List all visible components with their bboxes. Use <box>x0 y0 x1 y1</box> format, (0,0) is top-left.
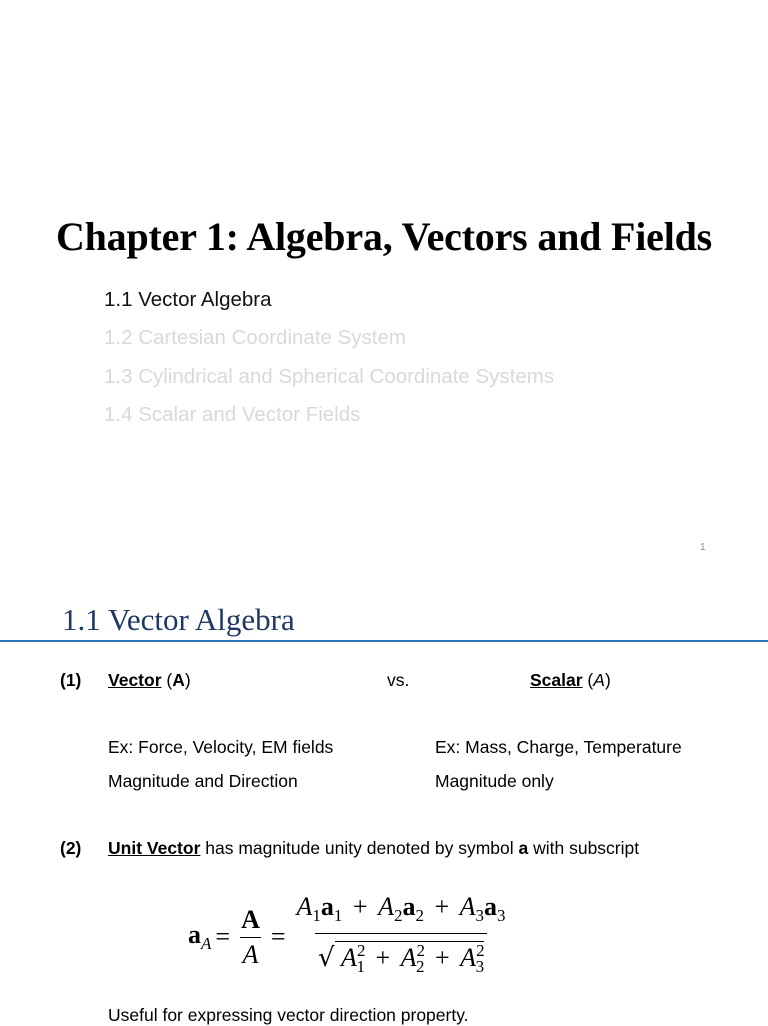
vector-close-paren: ) <box>184 670 191 690</box>
fraction-2-denominator <box>315 933 487 982</box>
unit-vector-text-before: has magnitude unity denoted by symbol <box>200 838 519 858</box>
vector-open-paren: ( <box>161 670 173 690</box>
sqrt-sign: √ <box>317 943 335 973</box>
table-of-contents <box>104 281 554 434</box>
scalar-heading <box>530 669 611 691</box>
page-number: 1 <box>700 542 706 553</box>
section-title: 1.1 Vector Algebra <box>62 602 295 637</box>
item-number-1: (1) <box>60 670 82 690</box>
fraction-1-denominator: A <box>240 937 262 970</box>
scalar-close-paren: ) <box>604 670 611 690</box>
content-slide <box>0 580 768 1024</box>
sqrt-radicand: $A^2_1 + A^2_2 + A^2_3$ <box>335 941 485 972</box>
toc-item-fields: 1.4 Scalar and Vector Fields <box>104 402 361 426</box>
toc-item-cartesian: 1.2 Cartesian Coordinate System <box>104 326 406 350</box>
vector-examples: Ex: Force, Velocity, EM fields <box>108 737 334 757</box>
vector-description: Magnitude and Direction <box>108 771 298 791</box>
vector-term: Vector <box>108 670 162 690</box>
scalar-open-paren: ( <box>582 670 594 690</box>
scalar-examples: Ex: Mass, Charge, Temperature <box>435 737 682 757</box>
toc-item-cylindrical-spherical: 1.3 Cylindrical and Spherical Coordinate Systems <box>104 364 555 388</box>
scalar-term: Scalar <box>530 670 583 690</box>
fraction-1-numerator: A <box>241 904 260 934</box>
unit-vector-text-after: with subscript <box>528 838 640 858</box>
formula-equals-2: = <box>270 922 286 951</box>
formula-fraction-2 <box>294 892 509 982</box>
chapter-title: Chapter 1: Algebra, Vectors and Fields <box>55 213 713 259</box>
unit-vector-term: Unit Vector <box>108 838 201 858</box>
scalar-description: Magnitude only <box>435 771 554 791</box>
formula-fraction-1 <box>238 905 263 970</box>
unit-vector-formula <box>188 892 513 982</box>
toc-item-vector-algebra: 1.1 Vector Algebra <box>104 288 272 311</box>
item-number-2: (2) <box>60 838 82 858</box>
formula-equals-1: = <box>215 922 231 951</box>
unit-vector-symbol: a <box>518 838 529 858</box>
vector-symbol: A <box>172 670 185 690</box>
footer-note: Useful for expressing vector direction property. <box>108 1005 469 1025</box>
versus-label: vs. <box>387 670 410 690</box>
unit-vector-definition <box>108 837 639 859</box>
title-divider <box>0 640 768 642</box>
scalar-symbol: A <box>593 670 605 690</box>
fraction-2-numerator: $A_1a_1 + A_2a_2 + A_3a_3$ <box>296 892 506 925</box>
vector-heading <box>108 669 191 691</box>
formula-lhs: $a_A$ <box>188 920 212 953</box>
